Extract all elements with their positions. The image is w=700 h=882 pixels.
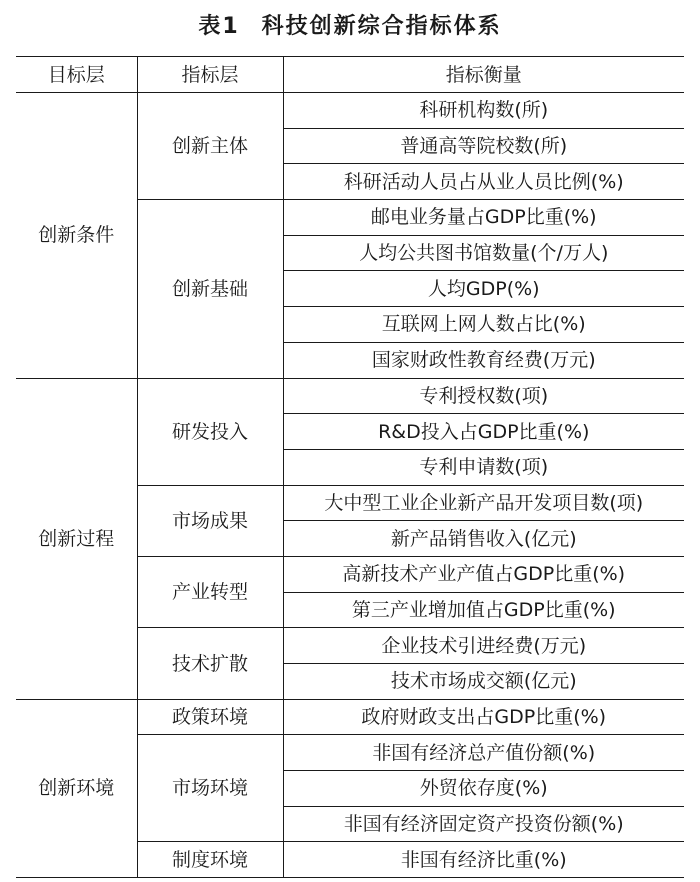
measure-cell: 人均GDP(%)	[283, 271, 684, 307]
measure-cell: 高新技术产业产值占GDP比重(%)	[283, 556, 684, 592]
indicator-layer-cell: 创新基础	[137, 200, 283, 378]
table-row	[16, 378, 684, 414]
target-layer-cell: 创新条件	[16, 93, 137, 379]
measure-cell: 科研活动人员占从业人员比例(%)	[283, 164, 684, 200]
indicator-layer-cell: 政策环境	[137, 699, 283, 735]
indicator-layer-cell: 研发投入	[137, 378, 283, 485]
measure-cell: 政府财政支出占GDP比重(%)	[283, 699, 684, 735]
measure-cell: 普通高等院校数(所)	[283, 128, 684, 164]
header-indicator: 指标层	[137, 57, 283, 93]
table-body	[16, 93, 684, 878]
measure-cell: 科研机构数(所)	[283, 93, 684, 129]
indicator-layer-cell: 市场成果	[137, 485, 283, 556]
indicator-layer-cell: 产业转型	[137, 556, 283, 627]
measure-cell: 邮电业务量占GDP比重(%)	[283, 200, 684, 236]
table-number: 表1	[198, 14, 240, 39]
indicator-layer-cell: 创新主体	[137, 93, 283, 200]
measure-cell: 人均公共图书馆数量(个/万人)	[283, 235, 684, 271]
measure-cell: 大中型工业企业新产品开发项目数(项)	[283, 485, 684, 521]
measure-cell: 专利申请数(项)	[283, 449, 684, 485]
target-layer-cell: 创新环境	[16, 699, 137, 877]
measure-cell: 非国有经济总产值份额(%)	[283, 735, 684, 771]
target-layer-cell: 创新过程	[16, 378, 137, 699]
indicator-layer-cell: 制度环境	[137, 842, 283, 878]
header-measure: 指标衡量	[283, 57, 684, 93]
table-title: 科技创新综合指标体系	[261, 14, 502, 39]
table-row	[16, 699, 684, 735]
header-row	[16, 57, 684, 93]
measure-cell: 国家财政性教育经费(万元)	[283, 342, 684, 378]
indicator-layer-cell: 市场环境	[137, 735, 283, 842]
measure-cell: 技术市场成交额(亿元)	[283, 664, 684, 700]
table-caption	[0, 12, 700, 42]
indicator-table	[16, 56, 684, 878]
measure-cell: 专利授权数(项)	[283, 378, 684, 414]
table-row	[16, 93, 684, 129]
indicator-layer-cell: 技术扩散	[137, 628, 283, 699]
measure-cell: 非国有经济固定资产投资份额(%)	[283, 806, 684, 842]
measure-cell: 非国有经济比重(%)	[283, 842, 684, 878]
measure-cell: 第三产业增加值占GDP比重(%)	[283, 592, 684, 628]
measure-cell: 互联网上网人数占比(%)	[283, 307, 684, 343]
measure-cell: 企业技术引进经费(万元)	[283, 628, 684, 664]
measure-cell: 外贸依存度(%)	[283, 771, 684, 807]
measure-cell: 新产品销售收入(亿元)	[283, 521, 684, 557]
measure-cell: R&D投入占GDP比重(%)	[283, 414, 684, 450]
header-target: 目标层	[16, 57, 137, 93]
